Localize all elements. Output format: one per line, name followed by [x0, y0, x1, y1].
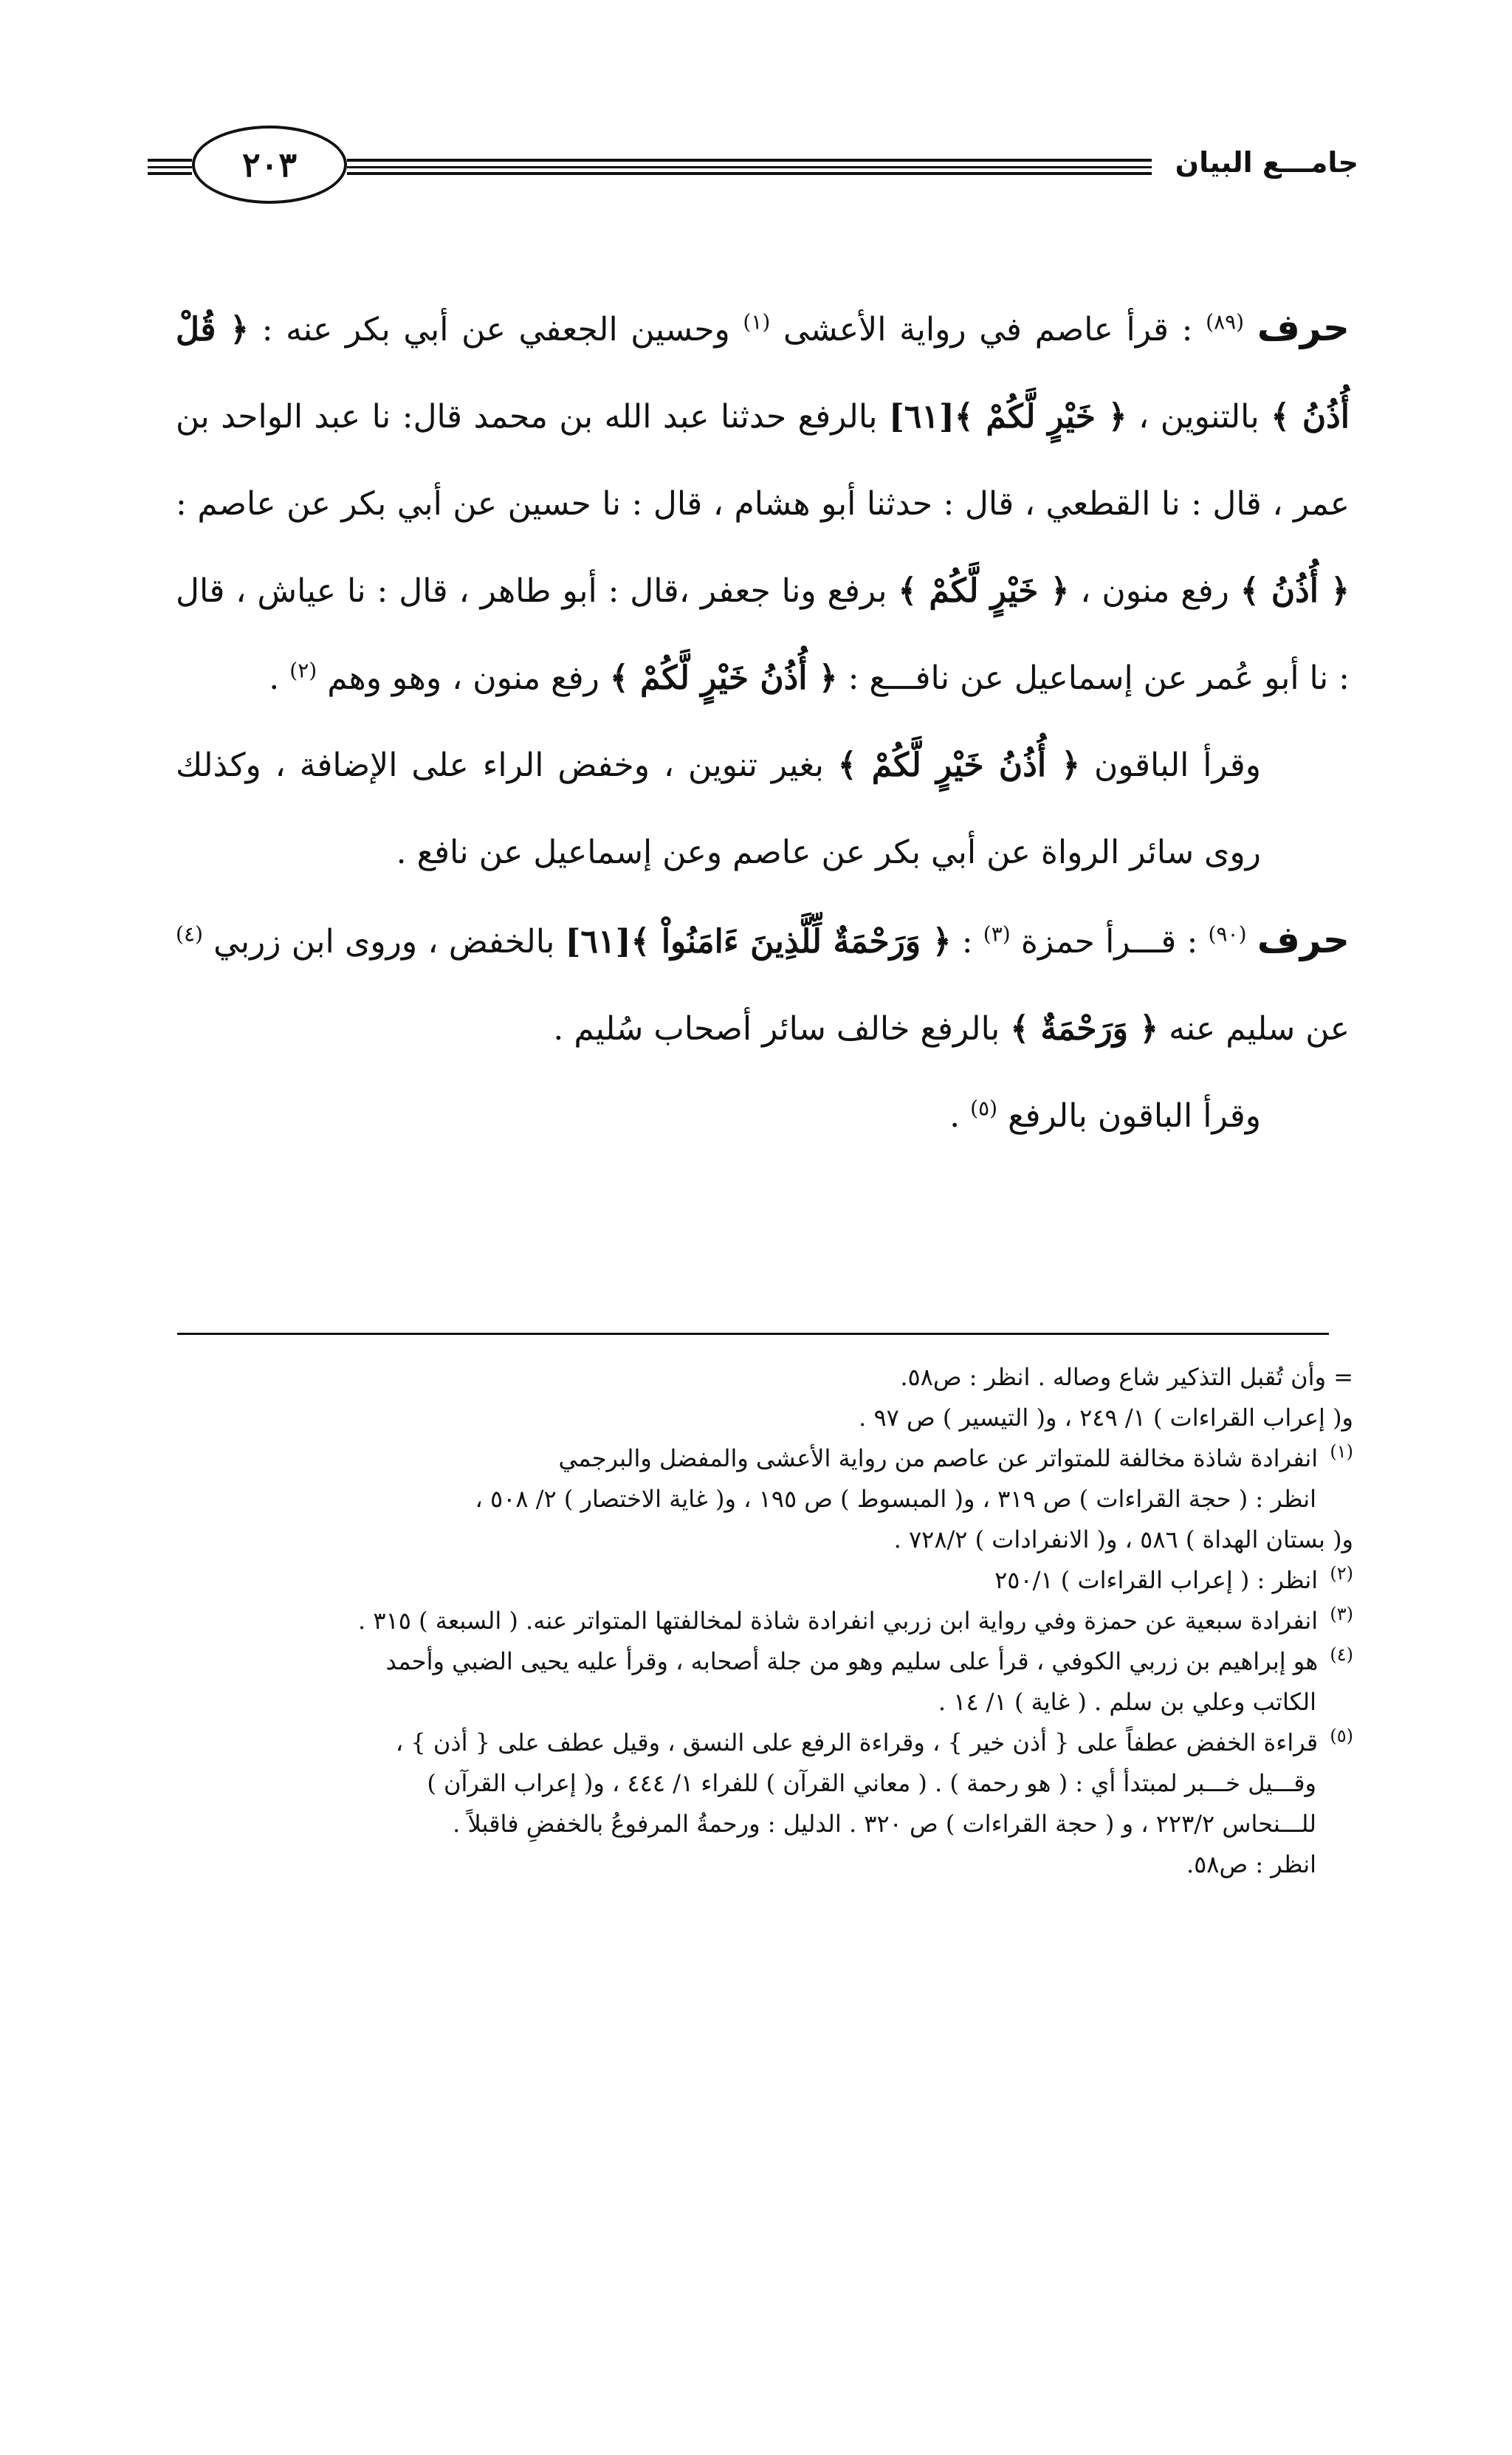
paragraph-harf-90 — [176, 896, 1350, 1073]
footnote-continuation: = وأن تُقبل التذكير شاع وصاله . انظر : ص٥٨. — [900, 1363, 1353, 1391]
text-run: بغير تنوين ، وخفض الراء على الإضافة ، وكذلك روى سائر الرواة عن أبي بكر عن عاصم وعن إسماعيل عن نافع . — [176, 746, 1261, 871]
quran-quote: ﴿ قُلْ أُذُنُ ﴾ — [176, 311, 1350, 436]
header-rule-left — [148, 159, 192, 176]
footnote-number: (٣) — [1330, 1604, 1353, 1625]
text-run: وحسين الجعفي عن أبي بكر عنه : — [261, 311, 730, 348]
text-run: عن سليم عنه — [1169, 1010, 1350, 1048]
section-number: (٩٠) — [1208, 921, 1247, 947]
text-run: . — [269, 659, 280, 697]
footnote-text: انظر : ( إعراب القراءات ) ٢٥٠/١ — [994, 1566, 1319, 1594]
text-run: رفع منون ، — [1080, 572, 1229, 610]
footnote-ref: (٤) — [176, 921, 203, 947]
harf-heading: حرف — [1257, 306, 1350, 349]
footnote-number: (٢) — [1330, 1563, 1353, 1584]
footnote-4 — [172, 1641, 1353, 1682]
footnote-text: انفرادة شاذة مخالفة للمتواتر عن عاصم من رواية الأعشى والمفضل والبرجمي — [558, 1444, 1319, 1472]
quran-quote: ﴿ خَيْرٍ لَّكُمْ ﴾[٦١] — [888, 398, 1127, 436]
quran-quote: ﴿ وَرَحْمَةٌ لِّلَّذِينَ ءَامَنُواْ ﴾[٦١] — [565, 923, 952, 961]
text-run: بالتنوين ، — [1138, 398, 1260, 436]
footnote-1 — [172, 1438, 1353, 1479]
harf-heading: حرف — [1257, 919, 1350, 961]
quran-quote: ﴿ أُذُنُ خَيْرٍ لَّكُمْ ﴾ — [609, 659, 838, 697]
text-run: برفع ونا جعفر ،قال : أبو طاهر ، قال : نا عياش ، قال : نا أبو عُمر عن إسماعيل عن نافـــع : — [176, 572, 1350, 697]
footnote-divider — [177, 1333, 1329, 1335]
paragraph-others-raf — [176, 1073, 1350, 1160]
footnote-number: (٥) — [1330, 1726, 1353, 1747]
paragraph-harf-89 — [176, 284, 1350, 722]
text-run: رفع منون ، وهو وهم — [327, 659, 599, 697]
footnote-2 — [172, 1560, 1353, 1601]
text-run: وقرأ الباقون — [1093, 746, 1261, 784]
footnote-ref: (٥) — [970, 1096, 998, 1121]
footnote-1-line: انظر : ( حجة القراءات ) ص ٣١٩ ، و( المبسوط ) ص ١٩٥ ، و( غاية الاختصار ) ٢/ ٥٠٨ ، — [475, 1485, 1316, 1513]
footnote-text: قراءة الخفض عطفاً على { أذن خير } ، وقراءة الرفع على النسق ، وقيل عطف على { أذن } ، — [395, 1728, 1319, 1757]
footnote-1-line: و( بستان الهداة ) ٥٨٦ ، و( الانفرادات ) ٧٢٨/٢ . — [893, 1525, 1353, 1553]
footnote-ref: (٢) — [289, 658, 317, 683]
text-run: بالرفع خالف سائر أصحاب سُليم . — [553, 1010, 1000, 1048]
quran-quote: ﴿ خَيْرٍ لَّكُمْ ﴾ — [898, 572, 1070, 610]
quran-quote: ﴿ أُذُنُ خَيْرٍ لَّكُمْ ﴾ — [837, 746, 1081, 784]
footnote-number: (١) — [1330, 1441, 1353, 1463]
footnote-continuation: و( إعراب القراءات ) ١/ ٢٤٩ ، و( التيسير ) ص ٩٧ . — [859, 1404, 1353, 1432]
header-rule — [347, 159, 1152, 176]
footnote-5-line: انظر : ص٥٨. — [1186, 1850, 1316, 1878]
running-title: جامـــع البيان — [1175, 146, 1358, 179]
text-run: بالخفض ، وروى ابن زربي — [213, 923, 555, 961]
quran-quote: ﴿ وَرَحْمَةٌ ﴾ — [1010, 1010, 1159, 1048]
main-text — [176, 284, 1350, 1160]
footnote-ref: (١) — [743, 309, 771, 334]
section-number: (٨٩) — [1206, 309, 1245, 334]
text-run: : قـــرأ حمزة — [1020, 923, 1198, 961]
footnote-5-line: وقـــيل خـــبر لمبتدأ أي : ( هو رحمة ) . ( معاني القرآن ) للفراء ١/ ٤٤٤ ، و( إعراب القرآن ) — [427, 1769, 1316, 1797]
paragraph-others — [176, 722, 1350, 896]
page-number: ٢٠٣ — [192, 126, 347, 204]
footnote-number: (٤) — [1330, 1644, 1353, 1666]
quran-quote: ﴿ أُذُنُ ﴾ — [1240, 572, 1350, 610]
footnote-5 — [172, 1723, 1353, 1763]
text-run: : قرأ عاصم في رواية الأعشى — [783, 311, 1193, 348]
footnote-text: انفرادة سبعية عن حمزة وفي رواية ابن زربي انفرادة شاذة لمخالفتها المتواتر عنه. ( السبعة ) ٣١٥ . — [358, 1607, 1319, 1635]
footnote-text: هو إبراهيم بن زربي الكوفي ، قرأ على سليم وهو من جلة أصحابه ، وقرأ عليه يحيى الضبي وأحمد — [385, 1647, 1319, 1675]
footnote-5-line: للـــنحاس ٢٢٣/٢ ، و ( حجة القراءات ) ص ٣٢٠ . الدليل : ورحمةُ المرفوعُ بالخفضِ فاقبلاً . — [453, 1810, 1316, 1838]
footnotes — [172, 1357, 1353, 1885]
text-run: وقرأ الباقون بالرفع — [1008, 1097, 1261, 1135]
text-run: : — [961, 923, 973, 961]
page-header — [148, 126, 1358, 207]
text-run: . — [949, 1097, 961, 1135]
text-run: بالرفع حدثنا عبد الله بن محمد قال: نا عبد الواحد بن عمر ، قال : نا القطعي ، قال : حدثنا أبو هشام ، قال : نا حسين عن أبي بكر عن عاصم : — [176, 398, 1350, 523]
footnote-4-line: الكاتب وعلي بن سلم . ( غاية ) ١/ ١٤ . — [938, 1688, 1316, 1716]
footnote-ref: (٣) — [983, 921, 1011, 947]
footnote-3 — [172, 1601, 1353, 1641]
